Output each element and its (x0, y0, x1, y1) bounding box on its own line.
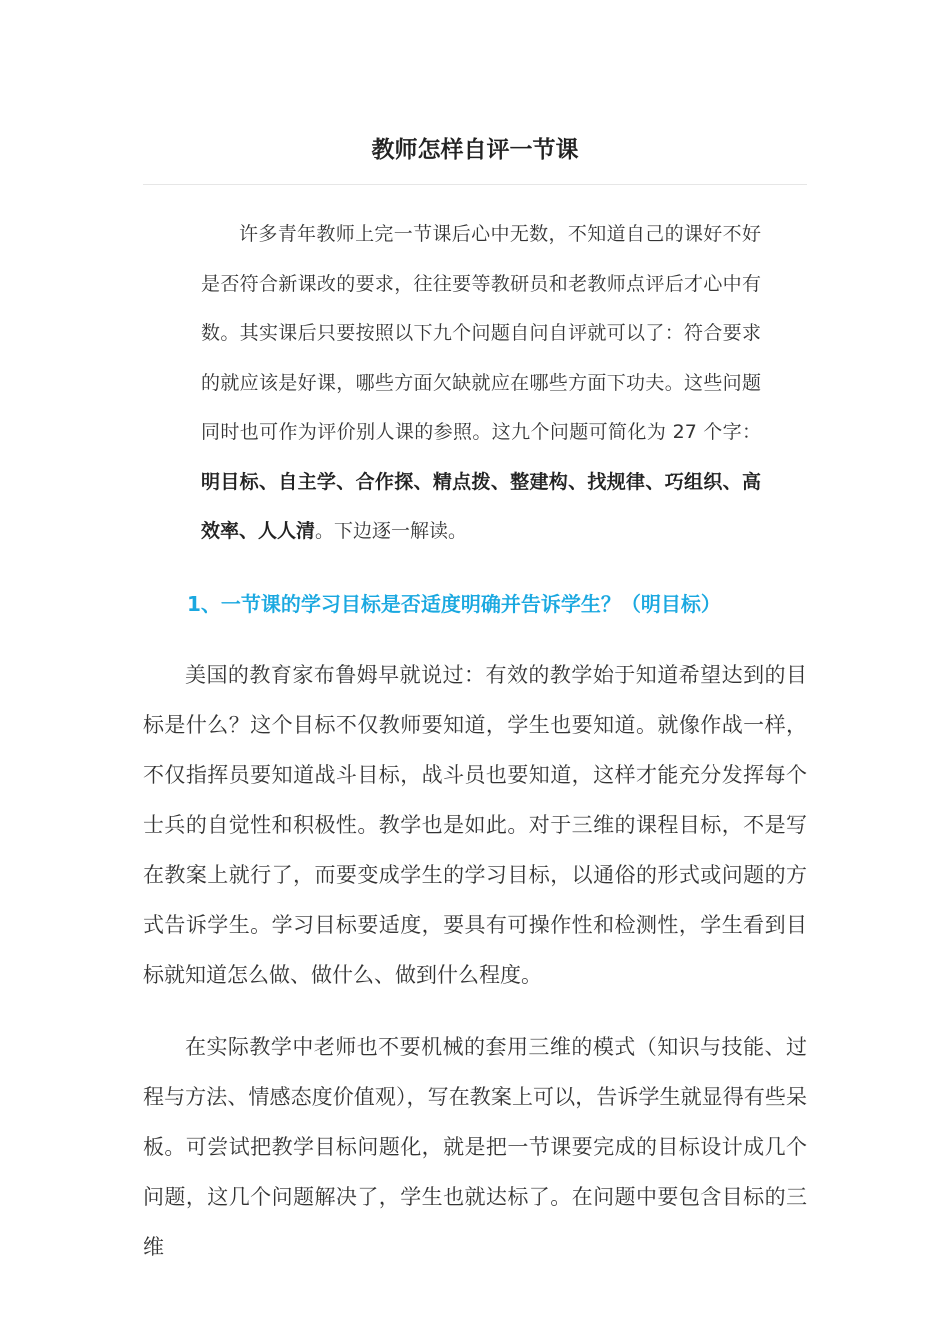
intro-text: 许多青年教师上完一节课后心中无数，不知道自己的课好不好是否符合新课改的要求，往往要等教研员和老教师点评后才心中有数。其实课后只要按照以下九个问题自问自评就可以了：符合要求的就应该是好课，哪些方面欠缺就应在哪些方面下功夫。这些问题同时也可作为评价别人课的参照。这九个问题可简化为 27 个字： (201, 223, 761, 443)
title-divider (143, 184, 807, 185)
section-heading: 1、一节课的学习目标是否适度明确并告诉学生？（明目标） (187, 592, 721, 616)
document-title: 教师怎样自评一节课 (371, 137, 579, 163)
intro-paragraph (201, 210, 761, 557)
body-paragraph-2: 在实际教学中老师也不要机械的套用三维的模式（知识与技能、过程与方法、情感态度价值观），写在教案上可以，告诉学生就显得有些呆板。可尝试把教学目标问题化，就是把一节课要完成的目标设计成几个问题，这几个问题解决了，学生也就达标了。在问题中要包含目标的三维 (143, 1035, 807, 1259)
intro-text-end: 。下边逐一解读。 (315, 520, 468, 542)
intro-keywords: 明目标、自主学、合作探、精点拨、整建构、找规律、巧组织、高效率、人人清 (201, 470, 761, 542)
body-paragraph-1: 美国的教育家布鲁姆早就说过：有效的教学始于知道希望达到的目标是什么？这个目标不仅教师要知道，学生也要知道。就像作战一样，不仅指挥员要知道战斗目标，战斗员也要知道，这样才能充分发挥每个士兵的自觉性和积极性。教学也是如此。对于三维的课程目标，不是写在教案上就行了，而要变成学生的学习目标，以通俗的形式或问题的方式告诉学生。学习目标要适度，要具有可操作性和检测性，学生看到目标就知道怎么做、做什么、做到什么程度。 (143, 663, 807, 987)
